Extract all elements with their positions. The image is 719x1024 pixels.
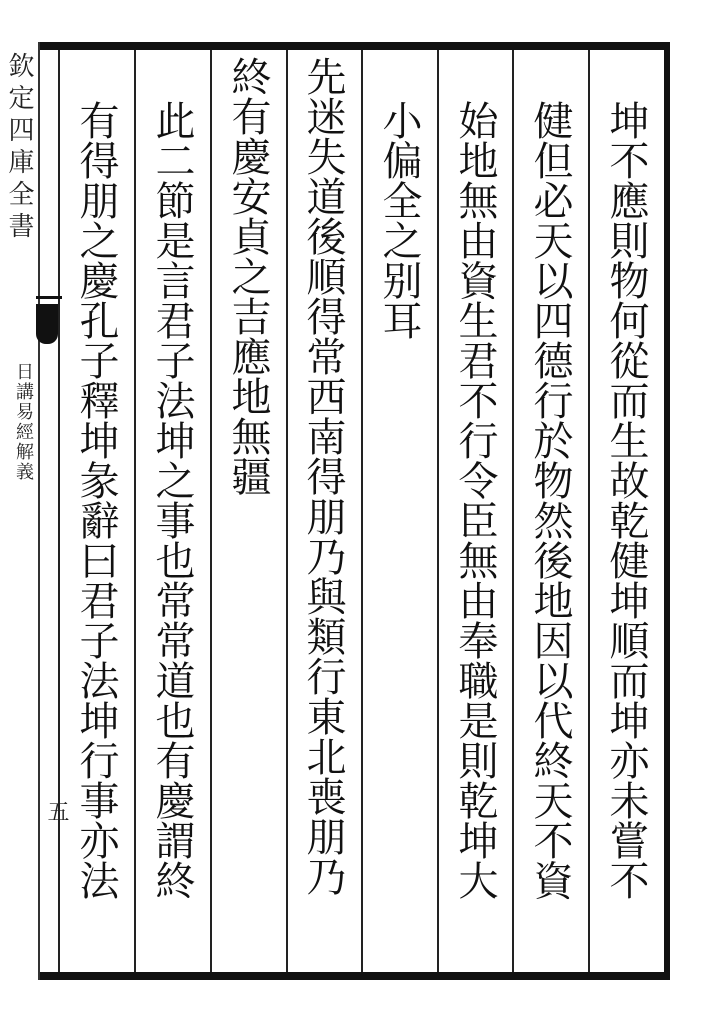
text-column-6: 終有慶安貞之吉應地無疆	[225, 56, 271, 496]
text-column-5: 先迷失道後順得常西南得朋乃與類行東北喪朋乃	[300, 56, 346, 896]
margin-book-title: 欽定四庫全書	[4, 52, 34, 244]
margin-subtitle: 日講易經解義	[13, 362, 34, 482]
column-rule	[134, 50, 136, 972]
text-column-2: 健但必天以四德行於物然後地因以代終天不資	[527, 100, 573, 900]
column-rule	[512, 50, 514, 972]
border-bottom	[38, 972, 669, 980]
text-column-7: 此二節是言君子法坤之事也常常道也有慶謂終	[149, 100, 195, 900]
text-column-4: 小偏全之别耳	[376, 100, 422, 340]
column-rule	[210, 50, 212, 972]
text-column-1: 坤不應則物何從而生故乾健坤順而坤亦未嘗不	[603, 100, 649, 900]
border-left	[38, 42, 40, 980]
page-number: 五	[44, 800, 69, 822]
text-column-3: 始地無由資生君不行令臣無由奉職是則乾坤大	[452, 100, 498, 900]
column-rule	[361, 50, 363, 972]
column-rule	[437, 50, 439, 972]
column-rule	[286, 50, 288, 972]
border-right	[664, 42, 670, 980]
border-top	[38, 42, 669, 50]
text-column-8: 有得朋之慶孔子釋坤彖辭曰君子法坤行事亦法	[73, 100, 119, 900]
fishtail-mark	[36, 304, 58, 344]
column-rule	[58, 50, 60, 972]
column-rule	[588, 50, 590, 972]
fishtail-rule	[36, 296, 62, 299]
